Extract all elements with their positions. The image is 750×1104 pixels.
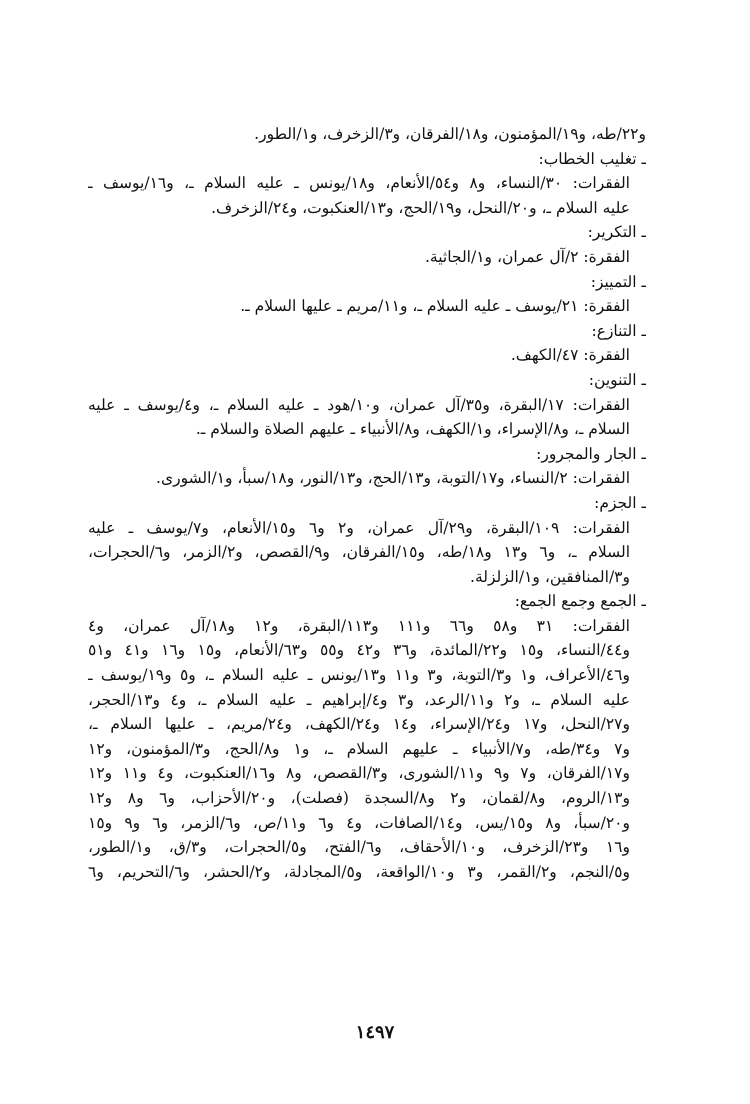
text-line: و٤٦/الأعراف، و١ و٣/التوبة، و٣ و١١ و١٣/يونس ـ عليه السلام ـ، و٥ و١٩/يوسف ـ [88, 666, 630, 685]
text-line: الفقرات: ٣١ و٥٨ و٦٦ و١١١ و١١٣/البقرة، و١٢ و١٨/آل عمران، و٤ [88, 616, 630, 635]
section-heading-takreer: ـ التكرير: [587, 223, 646, 242]
text-line: عليه السلام ـ، و٢ و١١/الرعد، و٣ و٤/إبراهيم ـ عليه السلام ـ، و٤ و١٣/الحجر، [88, 690, 630, 709]
section-heading-tagleeb-al-khitab: ـ تغليب الخطاب: [538, 149, 646, 168]
text-line: الفقرات: ١٧/البقرة، و٣٥/آل عمران، و١٠/هود ـ عليه السلام ـ، و٤/يوسف ـ عليه [88, 395, 630, 414]
text-line: السلام ـ، و٨/الإسراء، و١/الكهف، و٨/الأنبياء ـ عليهم الصلاة والسلام ـ. [195, 420, 630, 439]
section-heading-jazm: ـ الجزم: [594, 493, 646, 512]
text-line: و٥/النجم، و٢/القمر، و٣ و١٠/الواقعة، و٥/المجادلة، و٢/الحشر، و٦/التحريم، و٦ [88, 862, 630, 881]
page-body [88, 122, 646, 884]
text-line: الفقرة: ٢١/يوسف ـ عليه السلام ـ، و١١/مريم ـ عليها السلام ـ. [240, 297, 630, 316]
text-line: عليه السلام ـ، و٢٠/النحل، و١٩/الحج، و١٣/العنكبوت، و٢٤/الزخرف. [211, 198, 630, 217]
text-line: و٤٤/النساء، و١٥ و٢٢/المائدة، و٣٦ و٤٢ و٥٥ و٦٣/الأنعام، و١٥ و١٦ و٤١ و٥١ [88, 641, 630, 660]
page-number: ١٤٩٧ [355, 1022, 395, 1043]
text-line: الفقرات: ١٠٩/البقرة، و٢٩/آل عمران، و٢ و٦ و١٥/الأنعام، و٧/يوسف ـ عليه [88, 518, 630, 537]
text-line: الفقرات: ٢/النساء، و١٧/التوبة، و١٣/الحج، و١٣/النور، و١٨/سبأ، و١/الشورى. [156, 469, 630, 488]
text-line: و٢٢/طه، و١٩/المؤمنون، و١٨/الفرقان، و٣/الزخرف، و١/الطور. [254, 125, 646, 143]
section-heading-tamyeez: ـ التمييز: [590, 272, 646, 291]
text-line: و٣/المنافقين، و١/الزلزلة. [470, 567, 630, 586]
text-line: و١٣/الروم، و٨/لقمان، و٢ و٨/السجدة (فصلت)، و٢٠/الأحزاب، و٦ و٨ و١٢ [88, 789, 630, 808]
section-heading-tanazu: ـ التنازع: [591, 321, 646, 340]
text-line: الفقرات: ٣٠/النساء، و٨ و٥٤/الأنعام، و١٨/يونس ـ عليه السلام ـ، و١٦/يوسف ـ [88, 174, 630, 193]
section-heading-jar-wal-majroor: ـ الجار والمجرور: [536, 444, 646, 463]
section-heading-jam-wa-jam-al-jam: ـ الجمع وجمع الجمع: [514, 592, 646, 611]
text-line: و٧ و٣٤/طه، و٧/الأنبياء ـ عليهم السلام ـ، و١ و٨/الحج، و٣/المؤمنون، و١٢ [88, 739, 630, 758]
text-line: و١٦ و٢٣/الزخرف، و١٠/الأحقاف، و٦/الفتح، و٥/الحجرات، و٣/ق، و١/الطور، [88, 838, 630, 857]
text-line: الفقرة: ٤٧/الكهف. [510, 346, 630, 365]
text-line: و١٧/الفرقان، و٧ و٩ و١١/الشورى، و٣/القصص، و٨ و١٦/العنكبوت، و٤ و١١ و١٢ [88, 764, 631, 783]
text-line: و٢٠/سبأ، و٨ و١٥/يس، و١٤/الصافات، و٤ و٦ و١١/ص، و٦/الزمر، و٦ و٩ و١٥ [88, 813, 630, 832]
text-line: و٢٧/النحل، و١٧ و٢٤/الإسراء، و١٤ و٢٤/الكهف، و٢٤/مريم، ـ عليها السلام ـ، [88, 715, 630, 734]
text-line: الفقرة: ٢/آل عمران، و١/الجاثية. [424, 247, 630, 266]
text-line: السلام ـ، و٦ و١٣ و١٨/طه، و١٥/الفرقان، و٩/القصص، و٢/الزمر، و٦/الحجرات، [88, 543, 631, 562]
section-heading-tanween: ـ التنوين: [588, 370, 646, 389]
